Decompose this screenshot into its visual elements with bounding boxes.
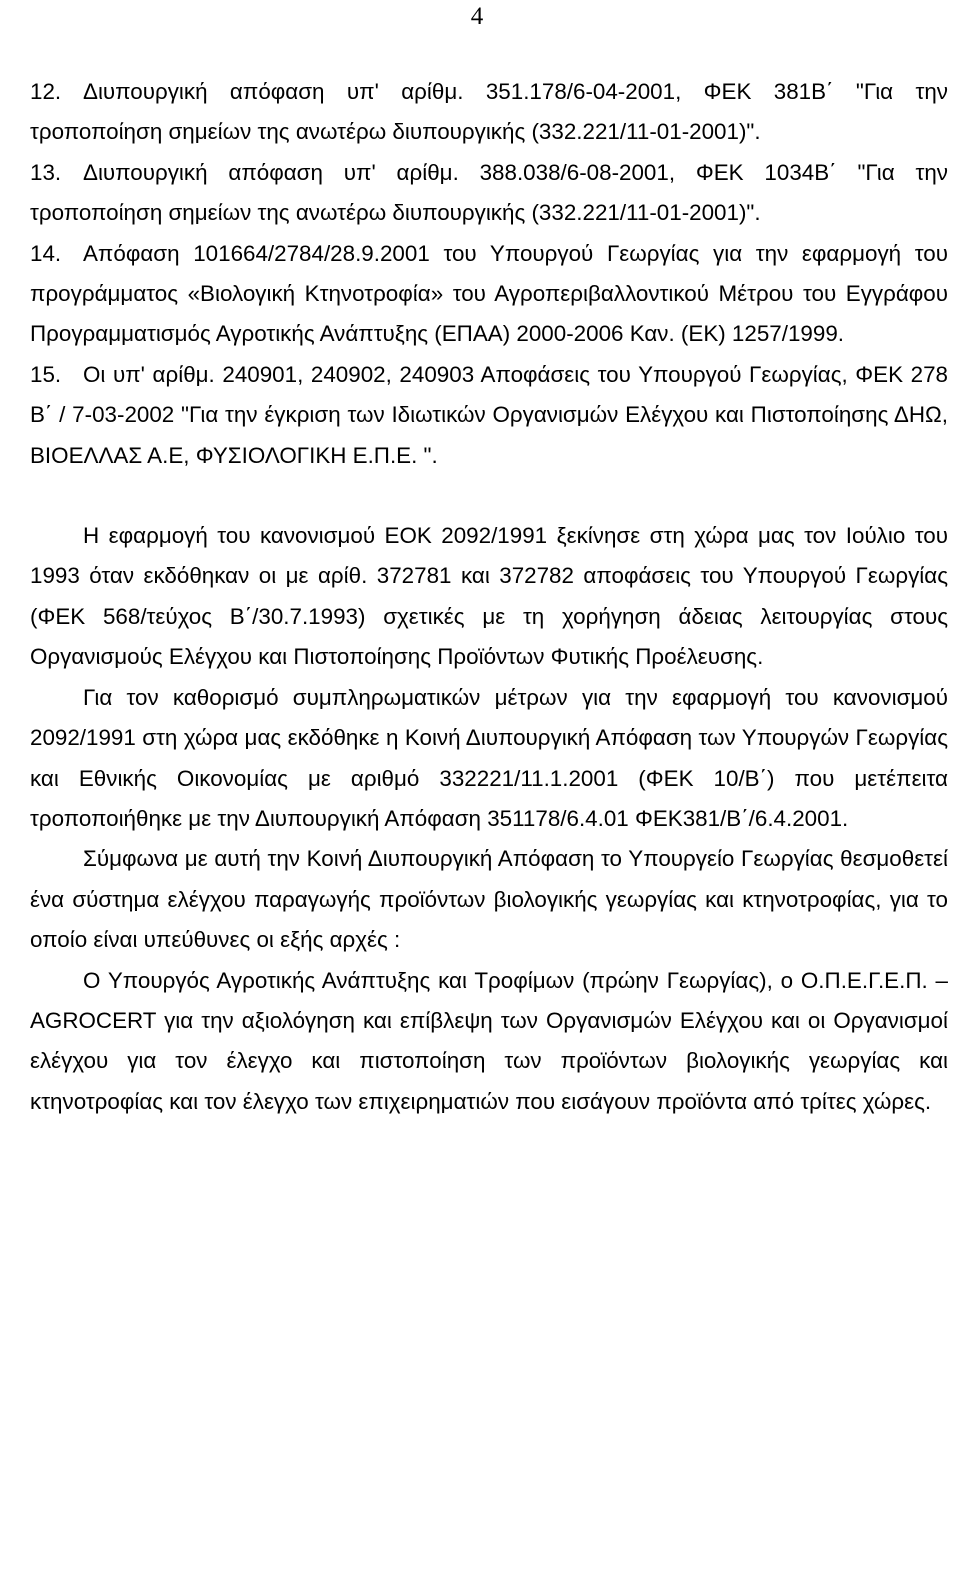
- list-item-number: 13.: [30, 159, 62, 185]
- body-paragraph: Σύμφωνα με αυτή την Κοινή Διυπουργική Απόφαση το Υπουργείο Γεωργίας θεσμοθετεί ένα σύστημα ελέγχου παραγωγής προϊόντων βιολογικής γεωργίας και κτηνοτροφίας, για το οποίο είναι υπεύθυνες οι εξής αρχές :: [30, 846, 948, 953]
- list-item: [30, 72, 948, 153]
- list-item-text: Διυπουργική απόφαση υπ' αρίθμ. 388.038/6-08-2001, ΦΕΚ 1034Β΄ "Για την τροποποίηση σημείων της ανωτέρω διυπουργικής (332.221/11-01-2001)".: [30, 159, 948, 226]
- body-paragraph: Ο Υπουργός Αγροτικής Ανάπτυξης και Τροφίμων (πρώην Γεωργίας), ο Ο.Π.Ε.Γ.Ε.Π. – AGROCERT για την αξιολόγηση και επίβλεψη των Οργανισμών Ελέγχου και οι Οργανισμοί ελέγχου για τον έλεγχο και πιστοποίηση των προϊόντων βιολογικής γεωργίας και κτηνοτροφίας και τον έλεγχο των επιχειρηματιών που εισάγουν προϊόντα από τρίτες χώρες.: [30, 967, 948, 1114]
- list-item-number: 15.: [30, 361, 62, 387]
- document-body: [30, 72, 948, 1122]
- page-number: 4: [470, 3, 484, 30]
- list-item: [30, 355, 948, 476]
- list-item-text: Απόφαση 101664/2784/28.9.2001 του Υπουργού Γεωργίας για την εφαρμογή του προγράμματος «Βιολογική Κτηνοτροφία» του Αγροπεριβαλλοντικού Μέτρου του Εγγράφου Προγραμματισμός Αγροτικής Ανάπτυξης (ΕΠΑΑ) 2000-2006 Καν. (ΕΚ) 1257/1999.: [30, 240, 948, 347]
- list-item-number: 14.: [30, 240, 62, 266]
- list-item: [30, 153, 948, 234]
- paragraph-spacer: [30, 476, 948, 516]
- list-item-number: 12.: [30, 79, 62, 104]
- list-item: [30, 234, 948, 355]
- list-item-text: Οι υπ' αρίθμ. 240901, 240902, 240903 Αποφάσεις του Υπουργού Γεωργίας, ΦΕΚ 278 Β΄ / 7-03-2002 "Για την έγκριση των Ιδιωτικών Οργανισμών Ελέγχου και Πιστοποίησης ΔΗΩ, ΒΙΟΕΛΛΑΣ Α.Ε, ΦΥΣΙΟΛΟΓΙΚΗ Ε.Π.Ε. ".: [30, 361, 948, 468]
- body-paragraph: Για τον καθορισμό συμπληρωματικών μέτρων για την εφαρμογή του κανονισμού 2092/1991 στη χώρα μας εκδόθηκε η Κοινή Διυπουργική Απόφαση των Υπουργών Γεωργίας και Εθνικής Οικονομίας με αριθμό 332221/11.1.2001 (ΦΕΚ 10/Β΄) που μετέπειτα τροποποιήθηκε με την Διυπουργική Απόφαση 351178/6.4.01 ΦΕΚ381/Β΄/6.4.2001.: [30, 684, 948, 831]
- body-paragraph: Η εφαρμογή του κανονισμού ΕΟΚ 2092/1991 ξεκίνησε στη χώρα μας τον Ιούλιο του 1993 όταν εκδόθηκαν οι με αρίθ. 372781 και 372782 αποφάσεις του Υπουργού Γεωργίας (ΦΕΚ 568/τεύχος Β΄/30.7.1993) σχετικές με τη χορήγηση άδειας λειτουργίας στους Οργανισμούς Ελέγχου και Πιστοποίησης Προϊόντων Φυτικής Προέλευσης.: [30, 523, 948, 670]
- list-item-text: Διυπουργική απόφαση υπ' αρίθμ. 351.178/6-04-2001, ΦΕΚ 381Β΄ "Για την τροποποίηση σημείων της ανωτέρω διυπουργικής (332.221/11-01-2001)".: [30, 79, 948, 145]
